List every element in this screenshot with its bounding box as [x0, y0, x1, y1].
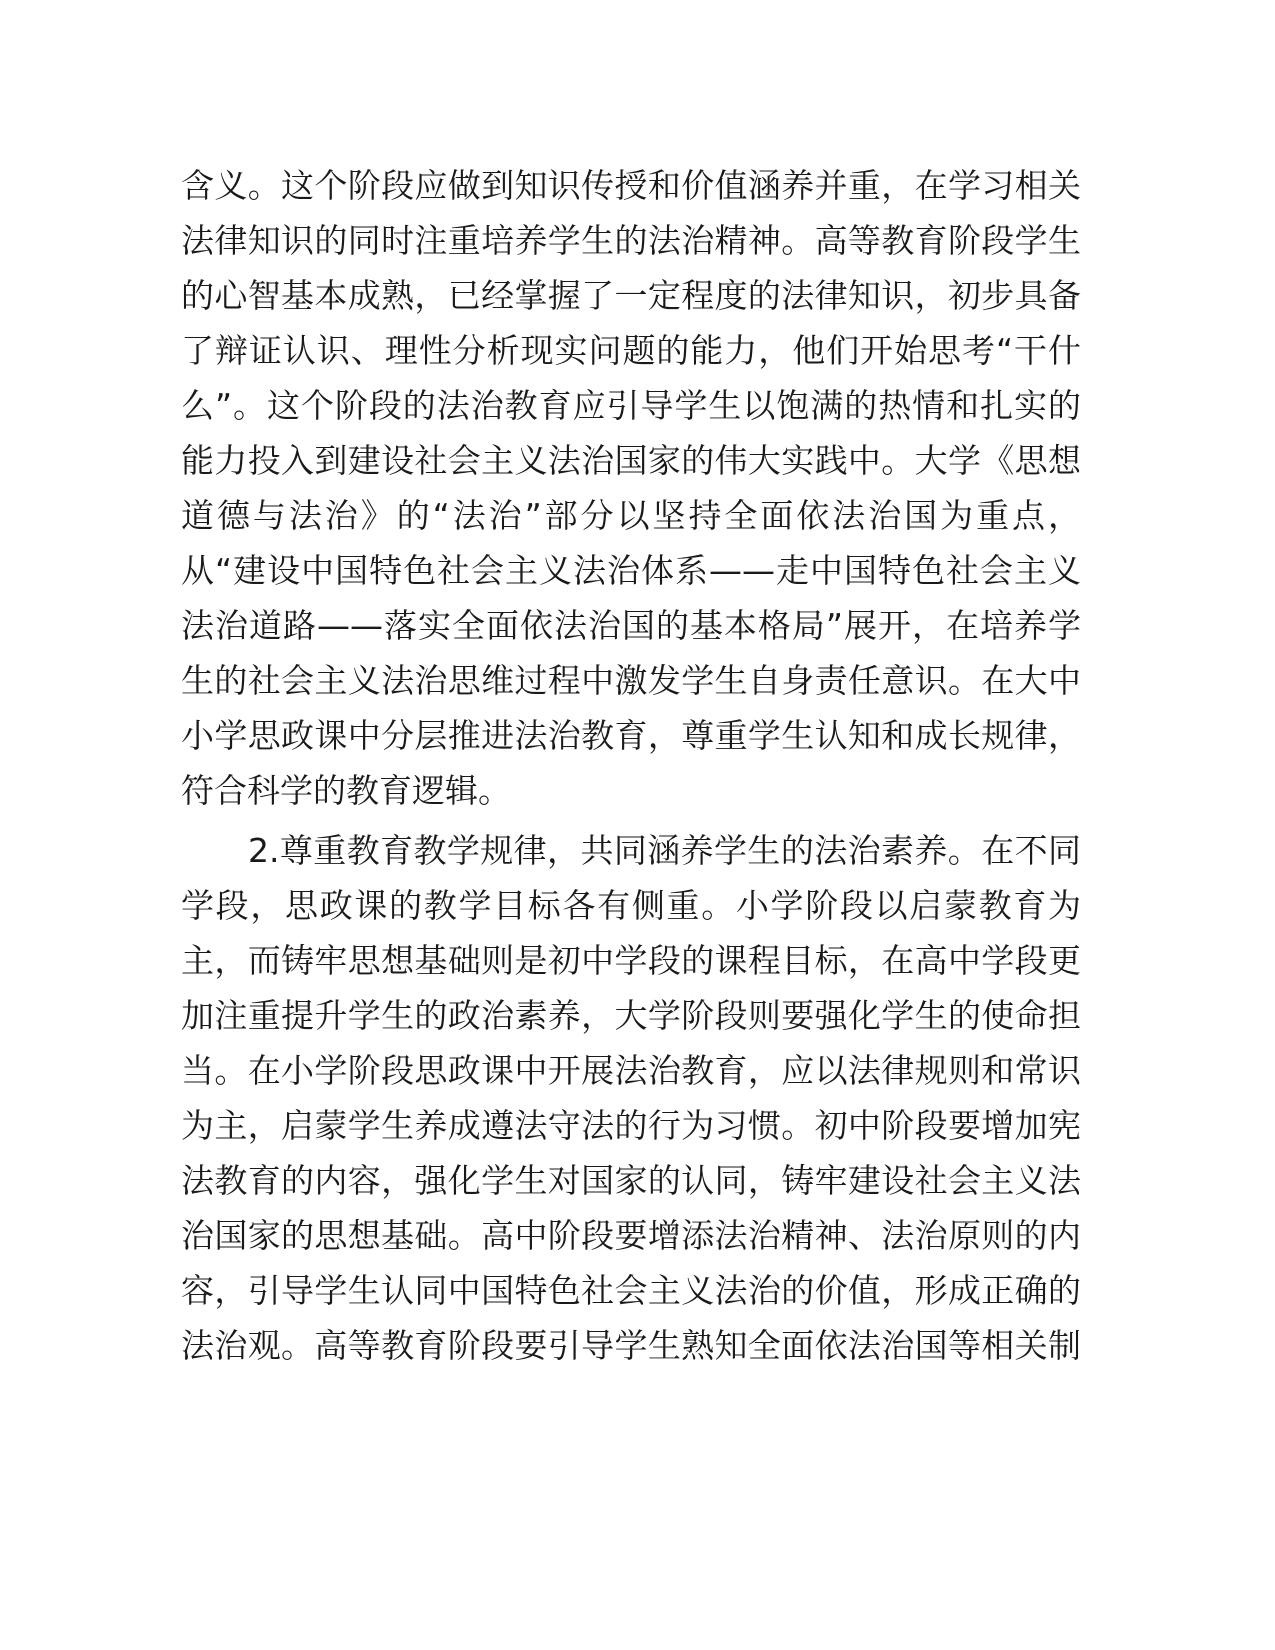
text-line: 生的社会主义法治思维过程中激发学生自身责任意识。在大中 [181, 661, 1081, 700]
paragraph-1 [181, 158, 1081, 818]
text-line: 的心智基本成熟，已经掌握了一定程度的法律知识，初步具备 [181, 276, 1081, 315]
text-line: 符合科学的教育逻辑。 [181, 771, 511, 810]
text-line: 主，而铸牢思想基础则是初中学段的课程目标，在高中学段更 [181, 941, 1081, 980]
text-line: 么”。这个阶段的法治教育应引导学生以饱满的热情和扎实的 [181, 386, 1081, 425]
text-line: 从“建设中国特色社会主义法治体系——走中国特色社会主义 [181, 551, 1081, 590]
text-line: 小学思政课中分层推进法治教育，尊重学生认知和成长规律， [181, 716, 1081, 755]
text-line: 道德与法治》的“法治”部分以坚持全面依法治国为重点， [181, 496, 1081, 535]
text-line: 了辩证认识、理性分析现实问题的能力，他们开始思考“干什 [181, 331, 1081, 370]
text-line: 法教育的内容，强化学生对国家的认同，铸牢建设社会主义法 [181, 1161, 1081, 1200]
text-line: 法治道路——落实全面依法治国的基本格局”展开，在培养学 [181, 606, 1081, 645]
text-line: 为主，启蒙学生养成遵法守法的行为习惯。初中阶段要增加宪 [181, 1106, 1081, 1145]
text-line: 法律知识的同时注重培养学生的法治精神。高等教育阶段学生 [181, 221, 1081, 260]
text-line: 学段，思政课的教学目标各有侧重。小学阶段以启蒙教育为 [181, 886, 1081, 925]
text-line: 容，引导学生认同中国特色社会主义法治的价值，形成正确的 [181, 1271, 1081, 1310]
text-line: 法治观。高等教育阶段要引导学生熟知全面依法治国等相关制 [181, 1326, 1081, 1365]
paragraph-2 [181, 823, 1081, 1373]
text-line: 含义。这个阶段应做到知识传授和价值涵养并重，在学习相关 [181, 166, 1081, 205]
text-line: 能力投入到建设社会主义法治国家的伟大实践中。大学《思想 [181, 441, 1081, 480]
text-line: 加注重提升学生的政治素养，大学阶段则要强化学生的使命担 [181, 996, 1081, 1035]
text-line: 2.尊重教育教学规律，共同涵养学生的法治素养。在不同 [248, 831, 1081, 870]
text-line: 当。在小学阶段思政课中开展法治教育，应以法律规则和常识 [181, 1051, 1081, 1090]
text-line: 治国家的思想基础。高中阶段要增添法治精神、法治原则的内 [181, 1216, 1081, 1255]
